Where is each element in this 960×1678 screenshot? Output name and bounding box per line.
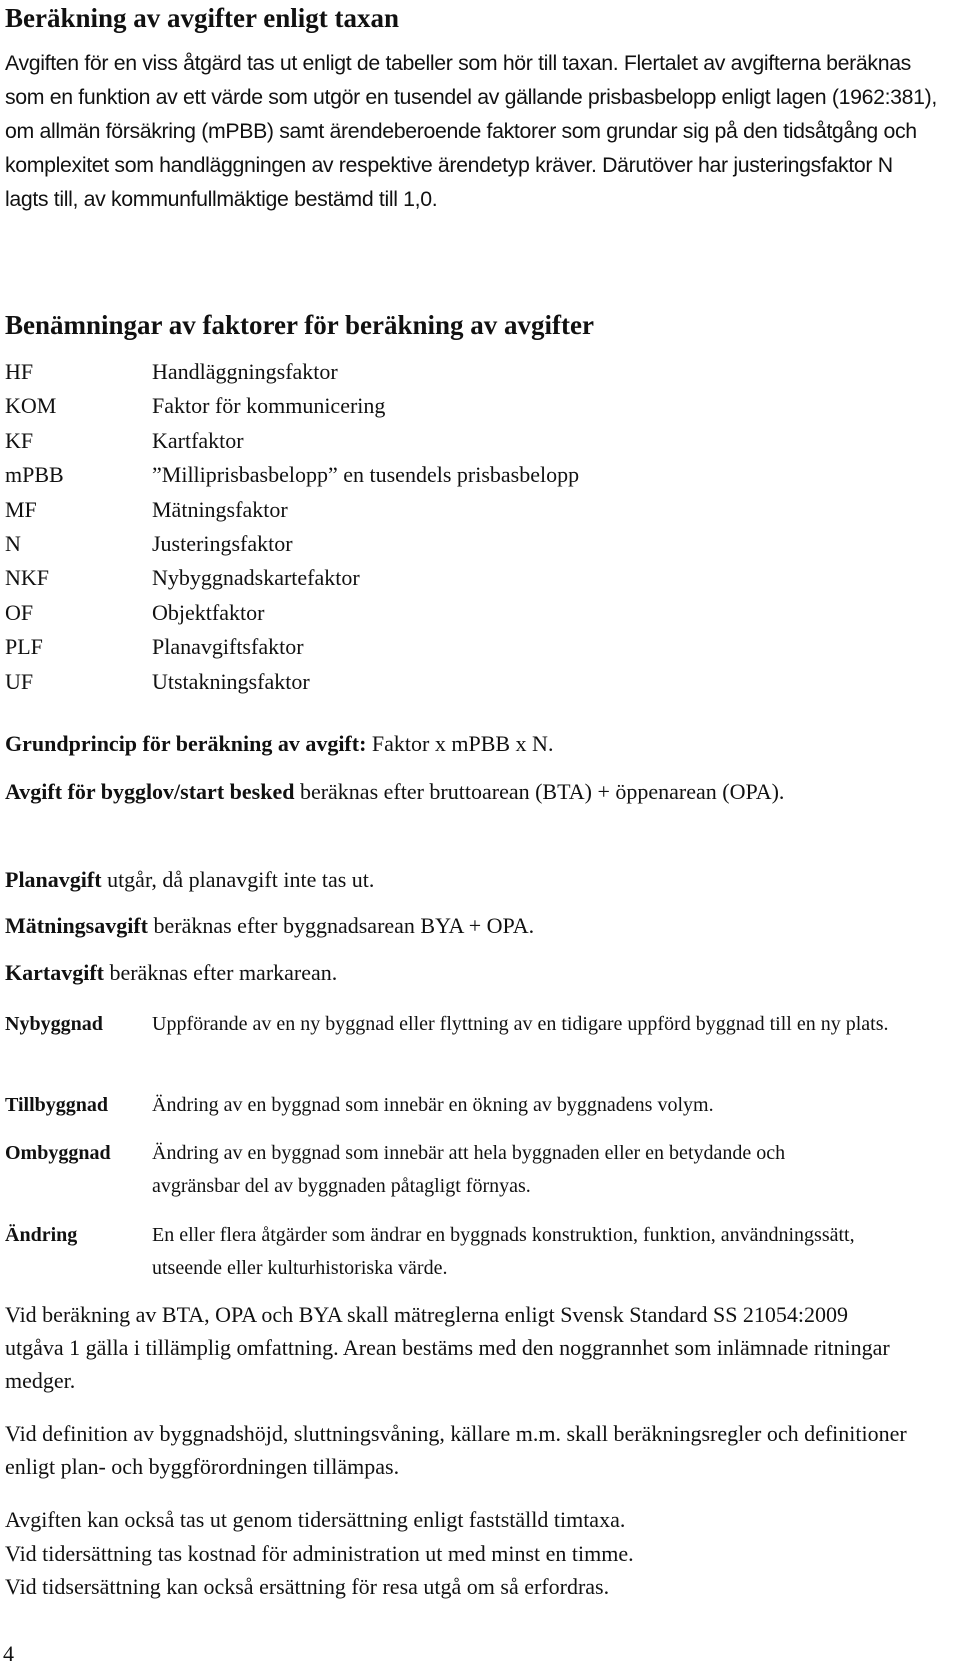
- factor-abbr: HF: [5, 359, 34, 384]
- definition-text: Ändring av en byggnad som innebär att hela byggnaden eller en betydande och avgränsbar del av byggnaden påtagligt förnyas.: [152, 1142, 786, 1197]
- factor-list: [5, 355, 579, 699]
- bygglov-text: beräknas efter bruttoarean (BTA) + öppenarean (OPA).: [294, 779, 785, 804]
- definition-list: [5, 1008, 945, 1299]
- factor-abbr: KOM: [5, 393, 57, 419]
- definition-nybyggnad: [5, 1008, 945, 1089]
- definition-term: Ombyggnad: [5, 1142, 111, 1164]
- factor-abbr: N: [5, 530, 21, 556]
- definition-ombyggnad: [5, 1137, 945, 1219]
- factor-row: [5, 630, 579, 664]
- factor-row: [5, 665, 579, 699]
- factor-abbr: mPBB: [5, 462, 64, 488]
- factor-name: Nybyggnadskartefaktor: [152, 565, 360, 591]
- kartavgift-label: Kartavgift: [5, 960, 104, 985]
- standard-paragraph: Vid beräkning av BTA, OPA och BYA skall mätreglerna enligt Svensk Standard SS 21054:2009 utgåva 1 gälla i tillämplig omfattning. Arean bestäms med den noggrannhet som inlämnade ritningar medger.: [5, 1302, 890, 1393]
- page-number: 4: [3, 1641, 14, 1666]
- factor-row: [5, 458, 579, 492]
- planavgift-line: [5, 863, 940, 896]
- definition-text: En eller flera åtgärder som ändrar en byggnads konstruktion, funktion, användningssätt, utseende eller kulturhistoriska värde.: [152, 1224, 855, 1279]
- definition-term: Ändring: [5, 1224, 78, 1246]
- factor-row: [5, 596, 579, 630]
- factor-name: Objektfaktor: [152, 599, 265, 625]
- factor-name: Kartfaktor: [152, 427, 244, 453]
- factor-name: Mätningsfaktor: [152, 496, 288, 522]
- bygglov-label: Avgift för bygglov/start besked: [5, 779, 295, 804]
- matningsavgift-label: Mätningsavgift: [5, 913, 148, 938]
- kartavgift-line: [5, 956, 940, 989]
- factor-name: Faktor för kommunicering: [152, 393, 386, 419]
- factor-abbr: KF: [5, 427, 34, 453]
- factor-abbr: OF: [5, 599, 34, 625]
- planavgift-text: utgår, då planavgift inte tas ut.: [101, 867, 375, 892]
- definition-text: Ändring av en byggnad som innebär en ökning av byggnadens volym.: [152, 1094, 714, 1116]
- factor-row: [5, 527, 579, 561]
- factor-row: [5, 355, 579, 389]
- factor-row: [5, 389, 579, 423]
- grundprincip-line: [5, 727, 940, 760]
- definition-paragraph: Vid definition av byggnadshöjd, sluttningsvåning, källare m.m. skall beräkningsregler och definitioner enligt plan- och byggförordningen tillämpas.: [5, 1421, 907, 1479]
- factors-heading: Benämningar av faktorer för beräkning av avgifter: [5, 310, 594, 340]
- definition-term: Tillbyggnad: [5, 1094, 109, 1116]
- factor-row: [5, 561, 579, 595]
- planavgift-label: Planavgift: [5, 867, 102, 892]
- factor-name: Planavgiftsfaktor: [152, 634, 304, 660]
- grundprincip-text: Faktor x mPBB x N.: [366, 731, 554, 756]
- page-heading: Beräkning av avgifter enligt taxan: [5, 3, 399, 33]
- factor-abbr: MF: [5, 496, 37, 522]
- factor-name: Justeringsfaktor: [152, 530, 293, 556]
- tidersattning-line-2: Vid tidersättning tas kostnad för administration ut med minst en timme.: [5, 1541, 634, 1566]
- tidersattning-line-3: Vid tidsersättning kan också ersättning för resa utgå om så erfordras.: [5, 1574, 610, 1599]
- definition-term: Nybyggnad: [5, 1013, 103, 1035]
- factor-name: Handläggningsfaktor: [152, 359, 338, 384]
- factor-row: [5, 493, 579, 527]
- bygglov-paragraph: [5, 775, 905, 808]
- tidersattning-line-1: Avgiften kan också tas ut genom tidersättning enligt fastställd timtaxa.: [5, 1507, 626, 1532]
- definition-andring: [5, 1219, 945, 1299]
- factor-abbr: UF: [5, 668, 34, 694]
- intro-paragraph: Avgiften för en viss åtgärd tas ut enligt de tabeller som hör till taxan. Flertalet av avgifterna beräknas som en funktion av ett värde som utgör en tusendel av gällande prisbasbelopp enligt lagen (1962:381), om allmän försäkring (mPBB) samt ärendeberoende faktorer som grundar sig på den tidsåtgång och komplexitet som handläggningen av respektive ärendetyp kräver. Därutöver har justeringsfaktor N lagts till, av kommunfullmäktige bestämd till 1,0.: [5, 51, 937, 211]
- factor-name: ”Milliprisbasbelopp” en tusendels prisbasbelopp: [152, 462, 580, 488]
- grundprincip-label: Grundprincip för beräkning av avgift:: [5, 731, 367, 756]
- factor-abbr: NKF: [5, 565, 50, 591]
- matningsavgift-text: beräknas efter byggnadsarean BYA + OPA.: [148, 913, 535, 938]
- factor-row: [5, 424, 579, 458]
- factor-abbr: PLF: [5, 634, 43, 660]
- factor-name: Utstakningsfaktor: [152, 668, 310, 694]
- definition-text: Uppförande av en ny byggnad eller flyttning av en tidigare uppförd byggnad till en ny plats.: [152, 1013, 889, 1035]
- definition-tillbyggnad: [5, 1089, 945, 1137]
- kartavgift-text: beräknas efter markarean.: [103, 960, 338, 985]
- matningsavgift-line: [5, 909, 940, 942]
